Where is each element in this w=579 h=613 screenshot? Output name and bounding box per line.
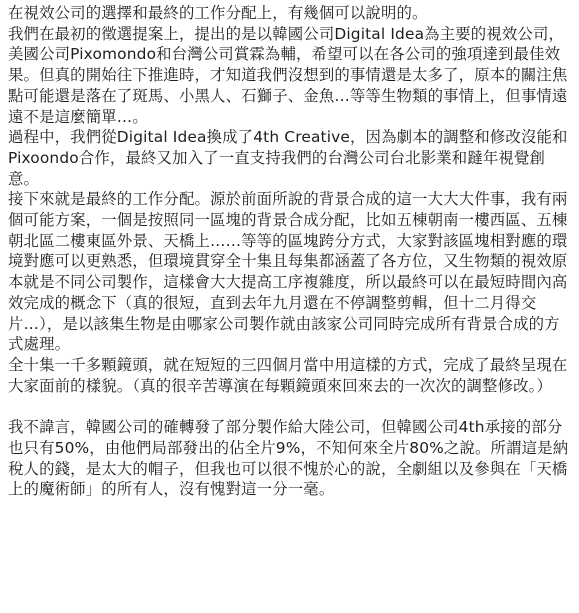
paragraph-process-changes: 過程中，我們從Digital Idea換成了4th Creative，因為劇本的調整和修改沒能和Pixoondo合作，最終又加入了一直支持我們的台灣公司台北影業和躂年視覺創意。 xyxy=(8,128,568,188)
paragraph-statement: 我不諱言，韓國公司的確轉發了部分製作給大陸公司，但韓國公司4th承接的部分也只有50%，由他們局部發出的佔全片9%，不知何來全片80%之說。所謂這是納稅人的錢，是太大的帽子，但我也可以很不愧於心的說，全劇組以及參與在「天橋上的魔術師」的所有人，沒有愧對這一分一毫。 xyxy=(8,418,569,499)
paragraph-shot-count: 全十集一千多顆鏡頭，就在短短的三四個月當中用這樣的方式，完成了最終呈現在大家面前的樣貌。（真的很辛苦導演在每顆鏡頭來回來去的一次次的調整修改。） xyxy=(8,355,568,395)
paragraph-initial-proposal: 我們在最初的徵選提案上，提出的是以韓國公司Digital Idea為主要的視效公司，美國公司Pixomondo和台灣公司賞霖為輔，希望可以在各公司的強項達到最佳效果。但真的開始往下推進時，才知道我們沒想到的事情還是太多了，原本的關注焦點可能還是落在了斑馬、小黑人、石獅子、金魚…等等生物類的事情上，但事情遠遠不是這麼簡單…。 xyxy=(8,24,568,126)
paragraph-work-allocation: 接下來就是最終的工作分配。源於前面所說的背景合成的這一大大大件事，我有兩個可能方案，一個是按照同一區塊的背景合成分配，比如五棟朝南一樓西區、五棟朝北區二樓東區外景、天橋上……等等的區塊跨分方式，大家對該區塊相對應的環境對應可以更熟悉，但環境貫穿全十集且每集都涵蓋了各方位，又生物類的視效原本就是不同公司製作，這樣會大大提高工序複雜度，所以最終可以在最短時間內高效完成的概念下（真的很短，直到去年九月還在不停調整剪輯，但十二月得交片…），是以該集生物是由哪家公司製作就由該家公司同時完成所有背景合成的方式處理。 xyxy=(8,190,568,354)
paragraph-intro: 在視效公司的選擇和最終的工作分配上，有幾個可以說明的。 xyxy=(8,4,428,22)
